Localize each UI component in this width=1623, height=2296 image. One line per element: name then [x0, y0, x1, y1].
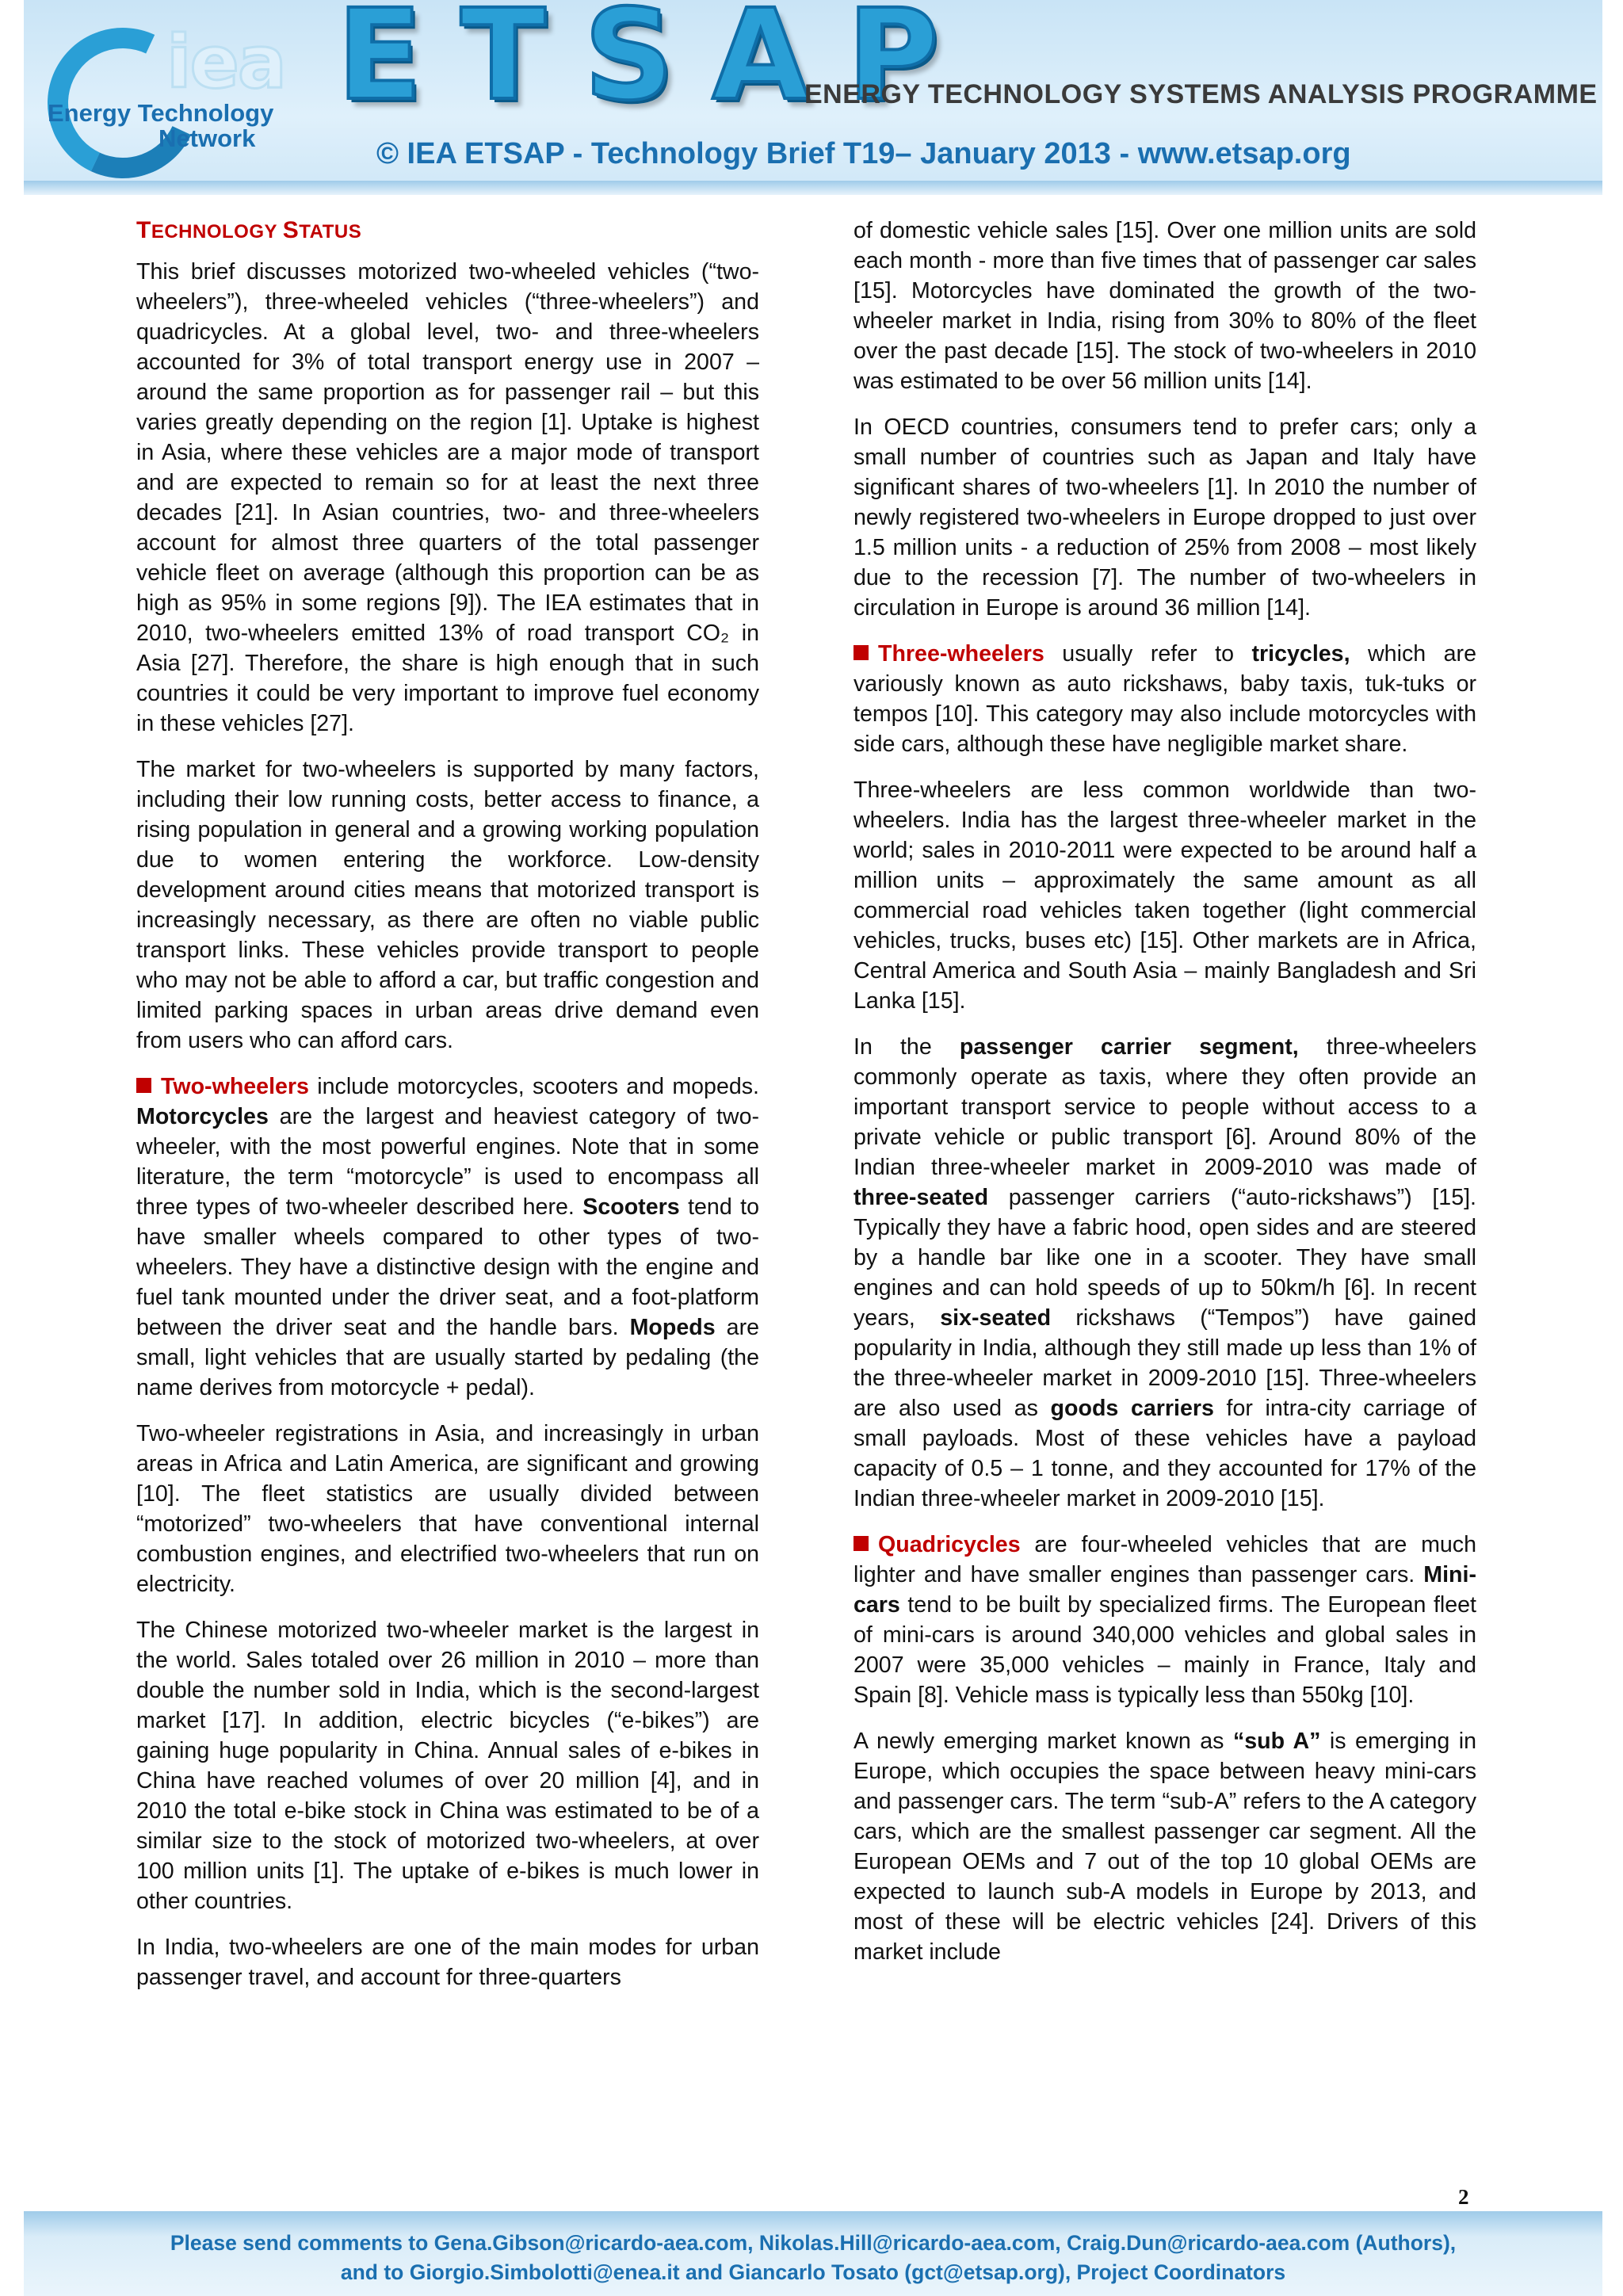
programme-title: ENERGY TECHNOLOGY SYSTEMS ANALYSIS PROGRAMME [804, 79, 1598, 109]
paragraph: of domestic vehicle sales [15]. Over one million units are sold each month - more than five times that of passenger car sales [15]. Motorcycles have dominated the growth of the two-wheeler market in India, rising from 30% to 80% of the fleet over the past decade [15]. The stock of two-wheelers in 2010 was estimated to be over 56 million units [14]. [854, 218, 1476, 394]
text-run: usually refer to [1044, 641, 1252, 667]
footer-authors: Please send comments to Gena.Gibson@ricardo-aea.com, Nikolas.Hill@ricardo-aea.com, Craig.Dun@ricardo-aea.com (Authors), [170, 2231, 1457, 2255]
text-run: are four-wheeled vehicles that are much lighter and have smaller engines than passenger cars. [854, 1532, 1476, 1587]
bold-term: Mini-cars [854, 1562, 1476, 1618]
red-square-bullet-icon [854, 1536, 869, 1551]
text-run: rickshaws (“Tempos”) have gained popularity in India, although they still made up less than 1% of the three-wheeler market in 2009-2010 [15]. Three-wheelers are also used as [854, 1305, 1476, 1421]
bold-term: passenger carrier segment, [959, 1034, 1299, 1060]
text-run: are the largest and heaviest category of two-wheeler, with the most powerful engines. Note that in some literature, the term “motorcycle” is used to encompass all three types of two-wheeler described here. [136, 1104, 759, 1220]
iea-etn-logo [48, 20, 333, 178]
footer-coordinators: and to Giorgio.Simbolotti@enea.it and Giancarlo Tosato (gct@etsap.org), Project Coordinators [340, 2260, 1286, 2284]
logo-line-2: Network [158, 124, 256, 152]
logo-iea-text: iea [166, 20, 286, 105]
etsap-letter-a: A [712, 0, 809, 128]
etsap-letter-e: E [337, 0, 422, 128]
bold-term: Scooters [582, 1194, 680, 1220]
keyword: Three-wheelers [878, 641, 1044, 667]
paragraph: Three-wheelers are less common worldwide than two-wheelers. India has the largest three-wheeler market in the world; sales in 2010-2011 were expected to be around half a million units – approximately the same amount as all commercial road vehicles taken together (light commercial vehicles, trucks, buses etc) [15]. Other markets are in Africa, Central America and South Asia – mainly Bangladesh and Sri Lanka [15]. [854, 777, 1476, 1014]
text-run: three-wheelers commonly operate as taxis, where they often provide an important transport service to people without access to a private vehicle or public transport [6]. Around 80% of the Indian three-wheeler market in 2009-2010 was made of [854, 1034, 1476, 1180]
text-run: In the [854, 1034, 960, 1060]
paragraph [136, 1072, 759, 1403]
section-title-part: ECHNOLOGY [151, 221, 283, 243]
paragraph: The market for two-wheelers is supported by many factors, including their low running costs, better access to finance, a rising population in general and a growing working population due to women entering the workforce. Low-density development around cities means that motorized transport is increasingly necessary, as there are often no viable public transport links. These vehicles provide transport to people who may not be able to afford a car, but traffic congestion and limited parking spaces in urban areas drive demand even from users who can afford cars. [136, 757, 759, 1053]
paragraph [854, 639, 1476, 759]
paragraph: The Chinese motorized two-wheeler market is the largest in the world. Sales totaled over 26 million in 2010 – more than double the number sold in India, which is the second-largest market [17]. In addition, electric bicycles (“e-bikes”) are gaining huge popularity in China. Annual sales of e-bikes in China have reached volumes of over 20 million [4], and in 2010 the total e-bike stock in China was estimated to be of a similar size to the stock of motorized two-wheelers, at over 100 million units [1]. The uptake of e-bikes is much lower in other countries. [136, 1618, 759, 1914]
paragraph: In India, two-wheelers are one of the main modes for urban passenger travel, and account for three-quarters [136, 1935, 759, 1990]
red-square-bullet-icon [136, 1078, 151, 1093]
text-run: include motorcycles, scooters and mopeds. [308, 1074, 759, 1099]
paragraph: This brief discusses motorized two-wheeled vehicles (“two-wheelers”), three-wheeled vehicles (“three-wheelers”) and quadricycles. At a global level, two- and three-wheelers accounted for 3% of total transport energy use in 2007 – around the same proportion as for passenger rail – but this varies greatly depending on the region [1]. Uptake is highest in Asia, where these vehicles are a major mode of transport and are expected to remain so for at least the next three decades [21]. In Asian countries, two- and three-wheelers account for almost three quarters of the total passenger vehicle fleet on average (although this proportion can be as high as 95% in some regions [9]). The IEA estimates that in 2010, two-wheelers emitted 13% of road transport CO₂ in Asia [27]. Therefore, the share is high enough that in such countries it could be very important to improve fuel economy in these vehicles [27]. [136, 259, 759, 736]
paragraph: In OECD countries, consumers tend to prefer cars; only a small number of countries such as Japan and Italy have significant shares of two-wheelers [1]. In 2010 the number of newly registered two-wheelers in Europe dropped to just over 1.5 million units - a reduction of 25% from 2008 – most likely due to the recession [7]. The number of two-wheelers in circulation in Europe is around 36 million [14]. [854, 415, 1476, 621]
page-number: 2 [1458, 2185, 1469, 2209]
bold-term: three-seated [854, 1185, 989, 1210]
bold-term: Mopeds [629, 1315, 716, 1340]
etsap-letter-t: T [460, 0, 546, 128]
bold-term: goods carriers [1050, 1396, 1214, 1421]
text-run: tend to be built by specialized firms. The European fleet of mini-cars is around 340,000 vehicles and global sales in 2007 were 35,000 vehicles – mainly in France, Italy and Spain [8]. Vehicle mass is typically less than 550kg [10]. [854, 1592, 1476, 1708]
paragraph: Two-wheeler registrations in Asia, and increasingly in urban areas in Africa and Latin America, are significant and growing [10]. The fleet statistics are usually divided between “motorized” two-wheelers that have conventional internal combustion engines, and electrified two-wheelers that run on electricity. [136, 1421, 759, 1597]
etsap-letter-p: P [846, 0, 939, 128]
etsap-letter-s: S [583, 0, 674, 128]
paragraph [854, 1726, 1476, 1967]
brief-subtitle: © IEA ETSAP - Technology Brief T19– January 2013 - www.etsap.org [376, 137, 1351, 170]
section-title [136, 216, 759, 247]
text-run: is emerging in Europe, which occupies the space between heavy mini-cars and passenger cars. The term “sub-A” refers to the A category cars, which are the smallest passenger car segment. All the European OEMs and 7 out of the top 10 global OEMs are expected to launch sub-A models in Europe by 2013, and most of these will be electric vehicles [24]. Drivers of this market include [854, 1729, 1476, 1965]
logo-line-1: Energy Technology [48, 99, 274, 127]
paragraph [854, 1530, 1476, 1710]
keyword: Two-wheelers [161, 1074, 309, 1099]
bold-term: six-seated [940, 1305, 1052, 1331]
section-title-part: S [282, 217, 300, 243]
left-column [136, 214, 759, 2008]
text-run: which are variously known as auto rickshaws, baby taxis, tuk-tuks or tempos [10]. This category may also include motorcycles with side cars, although these have negligible market share. [854, 641, 1476, 757]
red-square-bullet-icon [854, 645, 869, 660]
text-run: are small, light vehicles that are usually started by pedaling (the name derives from motorcycle + pedal). [136, 1315, 759, 1400]
right-column [854, 216, 1476, 1983]
text-run: passenger carriers (“auto-rickshaws”) [15]. Typically they have a fabric hood, open sides and are steered by a handle bar like one in a scooter. They have small engines and can hold speeds of up to 50km/h [6]. In recent years, [854, 1185, 1476, 1331]
text-run: tend to have smaller wheels compared to other types of two-wheelers. They have a distinctive design with the engine and fuel tank mounted under the driver seat, and a foot-platform between the driver seat and the handle bars. [136, 1194, 760, 1340]
page-header [24, 0, 1602, 194]
paragraph [854, 1032, 1476, 1514]
header-divider-band [24, 181, 1602, 195]
text-run: for intra-city carriage of small payloads. Most of these vehicles have a payload capacity of 0.5 – 1 tonne, and they accounted for 17% of the Indian three-wheeler market in 2009-2010 [15]. [854, 1396, 1476, 1511]
bold-term: tricycles, [1251, 641, 1350, 667]
bold-term: “sub A” [1232, 1729, 1321, 1754]
bold-term: Motorcycles [136, 1104, 269, 1129]
section-title-part: T [136, 217, 151, 243]
keyword: Quadricycles [878, 1532, 1021, 1557]
section-title-part: TATUS [299, 221, 362, 243]
page-footer [24, 2211, 1602, 2296]
text-run: A newly emerging market known as [854, 1729, 1233, 1754]
